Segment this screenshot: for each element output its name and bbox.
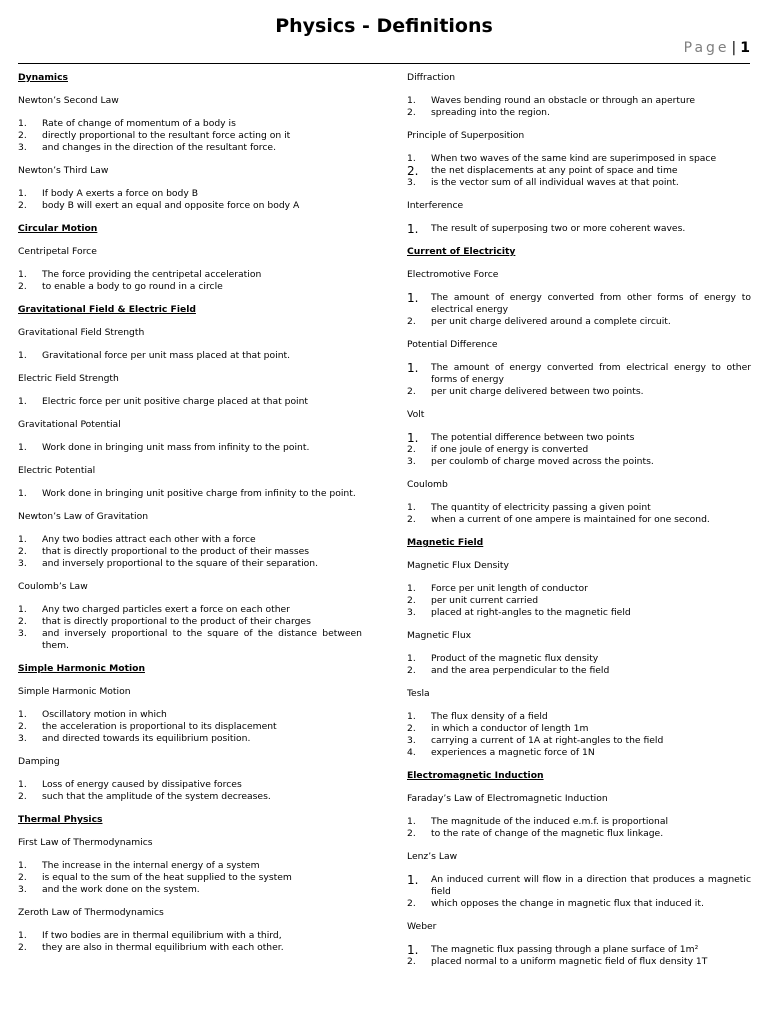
list-item-text: and inversely proportional to the square of the distance between them.: [42, 628, 362, 651]
definition-term: Electric Potential: [18, 465, 96, 476]
list-item-text: and the work done on the system.: [42, 884, 200, 895]
section-heading: Electromagnetic Induction: [407, 770, 544, 781]
list-item: [407, 456, 751, 468]
definition-term: Newton’s Third Law: [18, 165, 109, 176]
list-item-number: 2.: [407, 514, 416, 525]
list-item-text: that is directly proportional to the product of their masses: [42, 546, 310, 557]
definition-term: Zeroth Law of Thermodynamics: [18, 907, 164, 918]
list-item-text: such that the amplitude of the system decreases.: [42, 791, 271, 802]
list-item-number: 1.: [407, 816, 416, 827]
list-item-text: Any two charged particles exert a force on each other: [42, 604, 290, 615]
list-item-text: The result of superposing two or more coherent waves.: [431, 223, 686, 234]
definition-list: [18, 118, 362, 154]
list-item-text: Waves bending round an obstacle or through an aperture: [431, 95, 696, 106]
definition-term: Electric Field Strength: [18, 373, 119, 384]
list-item: [407, 735, 751, 747]
list-item-number: 1.: [18, 188, 27, 199]
list-item: [18, 558, 362, 570]
list-item: [18, 142, 362, 154]
list-item-text: in which a conductor of length 1m: [431, 723, 589, 734]
definition-term: Simple Harmonic Motion: [18, 686, 131, 697]
list-item-number: 2.: [407, 665, 416, 676]
list-item-number: 1.: [18, 709, 27, 720]
list-item: [407, 828, 751, 840]
list-item: [407, 386, 751, 398]
definition-list: [407, 362, 751, 398]
list-item-number: 3.: [18, 628, 27, 639]
list-item: [407, 292, 751, 316]
definition-list: [407, 95, 751, 119]
list-item-text: Work done in bringing unit positive charge from infinity to the point.: [42, 488, 356, 499]
list-item: [407, 514, 751, 526]
list-item-number: 1.: [18, 442, 27, 453]
list-item: [18, 442, 362, 454]
definition-term: Gravitational Field Strength: [18, 327, 145, 338]
list-item: [18, 791, 362, 803]
list-item-number: 1.: [407, 95, 416, 106]
list-item-text: spreading into the region.: [431, 107, 550, 118]
list-item-number: 1.: [407, 431, 419, 445]
list-item: [18, 200, 362, 212]
list-item-number: 1.: [18, 930, 27, 941]
section-heading: Gravitational Field & Electric Field: [18, 304, 196, 315]
list-item: [18, 488, 362, 500]
definition-term: Potential Difference: [407, 339, 498, 350]
definition-term: Diffraction: [407, 72, 456, 83]
list-item: [407, 583, 751, 595]
definition-term: Damping: [18, 756, 60, 767]
list-item-text: to the rate of change of the magnetic flux linkage.: [431, 828, 664, 839]
list-item-text: Rate of change of momentum of a body is: [42, 118, 236, 129]
list-item-text: which opposes the change in magnetic flux that induced it.: [431, 898, 704, 909]
list-item: [407, 723, 751, 735]
definition-list: [18, 930, 362, 954]
list-item: [18, 188, 362, 200]
definition-list: [18, 860, 362, 896]
list-item-number: 1.: [18, 488, 27, 499]
list-item: [18, 118, 362, 130]
list-item-text: experiences a magnetic force of 1N: [431, 747, 595, 758]
list-item-text: Gravitational force per unit mass placed at that point.: [42, 350, 291, 361]
list-item-text: per unit charge delivered around a complete circuit.: [431, 316, 671, 327]
definition-term: Principle of Superposition: [407, 130, 525, 141]
list-item-text: The magnetic flux passing through a plane surface of 1m²: [431, 944, 699, 955]
list-item: [18, 930, 362, 942]
list-item: [407, 165, 751, 177]
list-item-text: The increase in the internal energy of a system: [42, 860, 260, 871]
definition-term: Centripetal Force: [18, 246, 97, 257]
list-item-number: 3.: [407, 456, 416, 467]
list-item: [18, 884, 362, 896]
page-label: Page: [683, 40, 730, 56]
list-item-number: 2.: [407, 595, 416, 606]
list-item-number: 4.: [407, 747, 416, 758]
list-item-text: to enable a body to go round in a circle: [42, 281, 223, 292]
list-item-text: the net displacements at any point of space and time: [431, 165, 678, 176]
list-item-number: 1.: [18, 860, 27, 871]
definition-term: Newton’s Second Law: [18, 95, 119, 106]
definition-list: [18, 709, 362, 745]
definition-list: [407, 432, 751, 468]
list-item: [18, 721, 362, 733]
list-item-text: is the vector sum of all individual waves at that point.: [431, 177, 679, 188]
header-rule: [18, 63, 750, 64]
list-item-text: if one joule of energy is converted: [431, 444, 589, 455]
list-item: [407, 502, 751, 514]
section-heading: Dynamics: [18, 72, 68, 83]
list-item: [407, 874, 751, 898]
definition-list: [18, 779, 362, 803]
list-item-text: The quantity of electricity passing a given point: [431, 502, 651, 513]
list-item-number: 1.: [407, 943, 419, 957]
definition-term: Magnetic Flux Density: [407, 560, 509, 571]
definition-list: [18, 269, 362, 293]
list-item: [407, 153, 751, 165]
definition-list: [407, 944, 751, 968]
list-item-text: The force providing the centripetal acceleration: [42, 269, 262, 280]
definition-list: [18, 396, 362, 408]
definition-term: Volt: [407, 409, 425, 420]
list-item: [407, 595, 751, 607]
list-item-number: 1.: [18, 350, 27, 361]
list-item-number: 1.: [18, 604, 27, 615]
list-item-number: 1.: [407, 873, 419, 887]
definition-term: Magnetic Flux: [407, 630, 472, 641]
list-item: [407, 816, 751, 828]
list-item-text: The magnitude of the induced e.m.f. is proportional: [431, 816, 669, 827]
definition-term: Newton’s Law of Gravitation: [18, 511, 149, 522]
definition-term: Lenz’s Law: [407, 851, 458, 862]
list-item-number: 2.: [407, 828, 416, 839]
list-item-number: 2.: [18, 721, 27, 732]
list-item-number: 2.: [407, 107, 416, 118]
list-item-number: 1.: [18, 118, 27, 129]
list-item-number: 2.: [18, 616, 27, 627]
list-item: [18, 733, 362, 745]
list-item-text: directly proportional to the resultant force acting on it: [42, 130, 291, 141]
list-item-number: 3.: [407, 177, 416, 188]
definition-term: Coulomb: [407, 479, 448, 490]
list-item: [407, 107, 751, 119]
list-item-text: they are also in thermal equilibrium with each other.: [42, 942, 284, 953]
list-item-number: 2.: [407, 164, 419, 178]
list-item: [18, 942, 362, 954]
list-item-number: 2.: [18, 200, 27, 211]
list-item-number: 2.: [18, 546, 27, 557]
list-item: [407, 95, 751, 107]
list-item-number: 3.: [407, 735, 416, 746]
page-title: Physics - Definitions: [275, 15, 493, 37]
section-heading: Circular Motion: [18, 223, 98, 234]
list-item-text: Any two bodies attract each other with a force: [42, 534, 256, 545]
list-item-text: The flux density of a field: [431, 711, 548, 722]
list-item-number: 3.: [407, 607, 416, 618]
list-item-number: 1.: [407, 153, 416, 164]
list-item-number: 3.: [18, 733, 27, 744]
definition-list: [407, 292, 751, 328]
list-item-text: body B will exert an equal and opposite force on body A: [42, 200, 300, 211]
list-item-text: The amount of energy converted from electrical energy to other forms of energy: [431, 362, 751, 385]
list-item: [407, 653, 751, 665]
list-item-text: If two bodies are in thermal equilibrium with a third,: [42, 930, 282, 941]
list-item-number: 2.: [18, 942, 27, 953]
page-number: [684, 40, 750, 56]
definition-list: [407, 711, 751, 759]
list-item: [407, 711, 751, 723]
list-item-number: 1.: [18, 779, 27, 790]
list-item-number: 1.: [18, 269, 27, 280]
list-item: [18, 130, 362, 142]
list-item: [18, 709, 362, 721]
list-item-number: 2.: [407, 386, 416, 397]
list-item-number: 2.: [407, 723, 416, 734]
list-item-text: placed at right-angles to the magnetic field: [431, 607, 631, 618]
definition-list: [407, 653, 751, 677]
page-separator: |: [731, 40, 737, 56]
definition-term: Coulomb’s Law: [18, 581, 88, 592]
list-item-text: and changes in the direction of the resultant force.: [42, 142, 276, 153]
list-item-number: 2.: [407, 956, 416, 967]
list-item-text: per unit current carried: [431, 595, 539, 606]
list-item: [407, 362, 751, 386]
list-item-number: 1.: [407, 361, 419, 375]
list-item-number: 1.: [18, 534, 27, 545]
list-item-text: Product of the magnetic flux density: [431, 653, 599, 664]
list-item-number: 1.: [407, 653, 416, 664]
list-item: [18, 350, 362, 362]
list-item: [18, 604, 362, 616]
list-item-number: 3.: [18, 884, 27, 895]
list-item-text: the acceleration is proportional to its displacement: [42, 721, 277, 732]
list-item-number: 2.: [18, 130, 27, 141]
list-item-number: 1.: [407, 583, 416, 594]
definition-list: [18, 188, 362, 212]
list-item: [18, 628, 362, 652]
list-item: [407, 432, 751, 444]
definition-list: [18, 534, 362, 570]
list-item-text: The amount of energy converted from other forms of energy to electrical energy: [431, 292, 751, 315]
list-item: [18, 534, 362, 546]
list-item-text: Oscillatory motion in which: [42, 709, 167, 720]
list-item-number: 1.: [407, 291, 419, 305]
definition-term: Gravitational Potential: [18, 419, 121, 430]
list-item: [18, 269, 362, 281]
definition-term: Weber: [407, 921, 437, 932]
list-item: [18, 779, 362, 791]
section-heading: Thermal Physics: [18, 814, 103, 825]
list-item-number: 1.: [18, 396, 27, 407]
list-item-number: 2.: [18, 872, 27, 883]
definition-term: Interference: [407, 200, 464, 211]
list-item: [18, 281, 362, 293]
list-item-number: 2.: [18, 791, 27, 802]
definition-term: Tesla: [407, 688, 430, 699]
list-item: [407, 316, 751, 328]
definition-list: [18, 604, 362, 652]
section-heading: Current of Electricity: [407, 246, 516, 257]
list-item: [18, 860, 362, 872]
definition-term: Electromotive Force: [407, 269, 499, 280]
list-item-text: per coulomb of charge moved across the points.: [431, 456, 654, 467]
definition-list: [407, 502, 751, 526]
list-item-number: 2.: [407, 444, 416, 455]
list-item-text: carrying a current of 1A at right-angles to the field: [431, 735, 664, 746]
list-item-number: 1.: [407, 502, 416, 513]
definition-list: [407, 223, 751, 235]
list-item-text: The potential difference between two points: [431, 432, 635, 443]
right-column: [407, 68, 751, 968]
list-item: [407, 747, 751, 759]
list-item-number: 2.: [407, 898, 416, 909]
left-column: [18, 68, 362, 954]
list-item-text: placed normal to a uniform magnetic field of flux density 1T: [431, 956, 708, 967]
definition-list: [18, 442, 362, 454]
list-item-text: Loss of energy caused by dissipative forces: [42, 779, 242, 790]
list-item: [407, 665, 751, 677]
definition-term: Faraday’s Law of Electromagnetic Induction: [407, 793, 608, 804]
list-item: [407, 944, 751, 956]
list-item: [407, 898, 751, 910]
list-item: [18, 396, 362, 408]
definition-list: [407, 874, 751, 910]
list-item: [407, 956, 751, 968]
list-item-text: that is directly proportional to the product of their charges: [42, 616, 311, 627]
list-item-text: An induced current will flow in a direction that produces a magnetic field: [431, 874, 751, 897]
definition-list: [407, 583, 751, 619]
list-item-text: per unit charge delivered between two points.: [431, 386, 644, 397]
definition-term: First Law of Thermodynamics: [18, 837, 153, 848]
list-item: [407, 607, 751, 619]
list-item: [407, 177, 751, 189]
list-item-text: and the area perpendicular to the field: [431, 665, 610, 676]
definition-list: [18, 350, 362, 362]
section-heading: Simple Harmonic Motion: [18, 663, 145, 674]
list-item-number: 1.: [407, 222, 419, 236]
section-heading: Magnetic Field: [407, 537, 484, 548]
list-item-text: Work done in bringing unit mass from infinity to the point.: [42, 442, 310, 453]
list-item-text: and directed towards its equilibrium position.: [42, 733, 251, 744]
definition-list: [407, 816, 751, 840]
list-item-number: 3.: [18, 142, 27, 153]
list-item-text: If body A exerts a force on body B: [42, 188, 199, 199]
definition-list: [18, 488, 362, 500]
list-item-number: 2.: [407, 316, 416, 327]
list-item: [18, 546, 362, 558]
list-item-number: 3.: [18, 558, 27, 569]
list-item: [18, 616, 362, 628]
list-item-text: when a current of one ampere is maintained for one second.: [431, 514, 710, 525]
list-item-text: and inversely proportional to the square of their separation.: [42, 558, 319, 569]
list-item-text: Force per unit length of conductor: [431, 583, 588, 594]
list-item-number: 2.: [18, 281, 27, 292]
list-item: [18, 872, 362, 884]
list-item-number: 1.: [407, 711, 416, 722]
list-item-text: When two waves of the same kind are superimposed in space: [431, 153, 717, 164]
list-item: [407, 223, 751, 235]
list-item-text: Electric force per unit positive charge placed at that point: [42, 396, 309, 407]
list-item-text: is equal to the sum of the heat supplied to the system: [42, 872, 292, 883]
definition-list: [407, 153, 751, 189]
list-item: [407, 444, 751, 456]
page-number-value: 1: [740, 40, 750, 56]
